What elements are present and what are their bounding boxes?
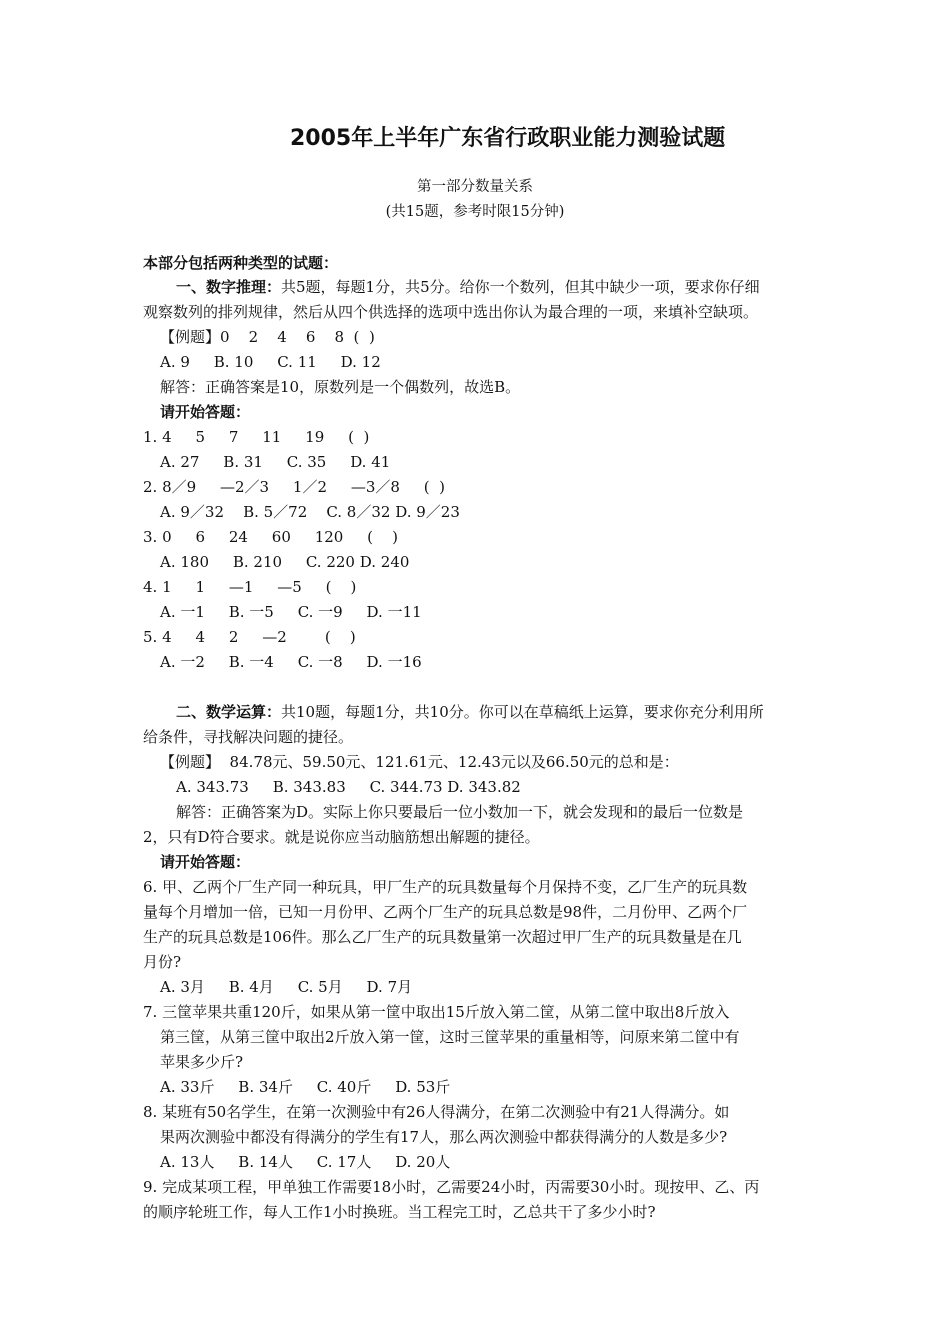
section2-example-options: A. 343.73 B. 343.83 C. 344.73 D. 343.82 — [176, 778, 521, 796]
question-5: 5. 4 4 2 —2 ( ) — [143, 628, 356, 646]
question-1: 1. 4 5 7 11 19 ( ) — [143, 428, 370, 446]
question-8-options: A. 13人 B. 14人 C. 17人 D. 20人 — [160, 1153, 451, 1171]
example-label: 【例题】 — [160, 328, 221, 346]
question-3-options: A. 180 B. 210 C. 220 D. 240 — [160, 553, 410, 571]
part-heading: 第一部分数量关系 — [417, 179, 533, 195]
section1-desc-line2: 观察数列的排列规律，然后从四个供选择的选项中选出你认为最合理的一项，来填补空缺项。 — [143, 303, 759, 321]
section2-desc1: 共10题，每题1分，共10分。你可以在草稿纸上运算，要求你充分利用所 — [281, 703, 764, 721]
question-8-line1: 8. 某班有50名学生，在第一次测验中有26人得满分，在第二次测验中有21人得满分。如 — [143, 1103, 730, 1121]
section1-start: 请开始答题： — [160, 403, 251, 421]
question-4-options: A. 一1 B. 一5 C. 一9 D. 一11 — [160, 603, 422, 621]
question-9-line1: 9. 完成某项工程，甲单独工作需要18小时，乙需要24小时，丙需要30小时。现按甲、乙、丙 — [143, 1178, 760, 1196]
question-6-line3: 生产的玩具总数是106件。那么乙厂生产的玩具数量第一次超过甲厂生产的玩具数量是在几 — [143, 928, 742, 946]
question-2-options: A. 9／32 B. 5／72 C. 8／32 D. 9／23 — [160, 503, 460, 521]
section2-start: 请开始答题： — [160, 853, 251, 871]
part-subheading: (共15题，参考时限15分钟) — [385, 204, 565, 220]
question-6-line1: 6. 甲、乙两个厂生产同一种玩具，甲厂生产的玩具数量每个月保持不变，乙厂生产的玩具数 — [143, 878, 748, 896]
section2-label: 二、数学运算： — [176, 703, 282, 721]
section1-desc1: 共5题，每题1分，共5分。给你一个数列，但其中缺少一项，要求你仔细 — [281, 278, 760, 296]
question-7-options: A. 33斤 B. 34斤 C. 40斤 D. 53斤 — [160, 1078, 451, 1096]
section1-example-answer: 解答：正确答案是10，原数列是一个偶数列，故选B。 — [160, 378, 521, 396]
question-8-line2: 果两次测验中都没有得满分的学生有17人，那么两次测验中都获得满分的人数是多少? — [160, 1128, 728, 1146]
question-3: 3. 0 6 24 60 120 ( ) — [143, 528, 398, 546]
section1-label: 一、数字推理： — [176, 278, 282, 296]
example-sequence: 0 2 4 6 8 ( ) — [220, 328, 375, 346]
example2-text: 84.78元、59.50元、121.61元、12.43元以及66.50元的总和是： — [220, 753, 679, 771]
section1-example-options: A. 9 B. 10 C. 11 D. 12 — [160, 353, 381, 371]
question-9-line2: 的顺序轮班工作，每人工作1小时换班。当工程完工时，乙总共干了多少小时? — [143, 1203, 656, 1221]
section2-desc-line2: 给条件，寻找解决问题的捷径。 — [143, 728, 354, 746]
question-2: 2. 8／9 —2／3 1／2 —3／8 ( ) — [143, 478, 446, 496]
question-6-line4: 月份? — [143, 953, 182, 971]
question-6-line2: 量每个月增加一倍，已知一月份甲、乙两个厂生产的玩具总数是98件，二月份甲、乙两个厂 — [143, 903, 748, 921]
section1-example — [160, 326, 375, 348]
section1-desc-line1 — [176, 276, 760, 298]
example2-label: 【例题】 — [160, 753, 221, 771]
section2-desc-line1 — [176, 701, 764, 723]
question-1-options: A. 27 B. 31 C. 35 D. 41 — [160, 453, 391, 471]
page-title: 2005年上半年广东省行政职业能力测验试题 — [290, 126, 726, 151]
question-4: 4. 1 1 —1 —5 ( ) — [143, 578, 357, 596]
question-7-line3: 苹果多少斤? — [160, 1053, 244, 1071]
question-6-options: A. 3月 B. 4月 C. 5月 D. 7月 — [160, 978, 413, 996]
section2-example — [160, 751, 679, 773]
section2-example-answer-line2: 2，只有D符合要求。就是说你应当动脑筋想出解题的捷径。 — [143, 828, 540, 846]
part-intro: 本部分包括两种类型的试题： — [143, 254, 339, 272]
question-7-line2: 第三筐，从第三筐中取出2斤放入第一筐，这时三筐苹果的重量相等，问原来第二筐中有 — [160, 1028, 740, 1046]
question-5-options: A. 一2 B. 一4 C. 一8 D. 一16 — [160, 653, 422, 671]
question-7-line1: 7. 三筐苹果共重120斤，如果从第一筐中取出15斤放入第二筐，从第二筐中取出8斤放入 — [143, 1003, 730, 1021]
section2-example-answer-line1: 解答：正确答案为D。实际上你只要最后一位小数加一下，就会发现和的最后一位数是 — [176, 803, 744, 821]
